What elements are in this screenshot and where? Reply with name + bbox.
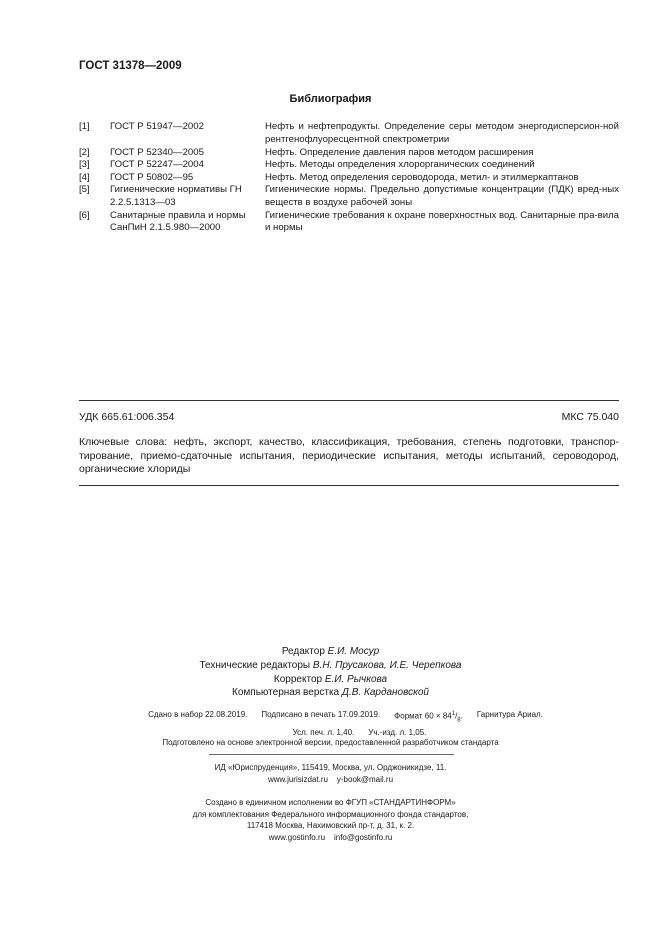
bibliography-item-description: Нефть. Методы определения хлорорганических соединений [265,159,535,171]
bibliography-item-document: ГОСТ Р 51947—2002 [110,121,204,132]
keywords: Ключевые слова: нефть, экспорт, качество, классификация, требования, степень подготовки, транспор-тирование, приемо-сдаточные испытания, периодические испытания, методы испытаний, сероводород, органические хлориды [79,436,619,475]
signed-date: Подписано в печать 17.09.2019. [261,710,381,719]
font-info: Гарнитура Ариал. [476,710,543,719]
editor-name: Е.И. Мосур [327,646,380,657]
bibliography-item-number: [5] [79,184,90,196]
bibliography-item [79,121,619,146]
bibliography-item-number: [1] [79,121,90,132]
layout-line [0,686,661,700]
print-sheets: Усл. печ. л. 1,40. [292,727,355,737]
editor-label: Редактор [281,646,325,657]
printer-block [0,797,661,843]
bibliography-item-document: Санитарные правила и нормы СанПиН 2.1.5.980—2000 [110,209,246,234]
corrector-line [0,673,661,687]
bibliography-item-number: [2] [79,146,90,158]
printer-address: 117418 Москва, Нахимовский пр-т, д. 31, к. 2. [246,821,415,831]
bottom-divider [79,485,619,486]
publisher-website[interactable]: www.jurisizdat.ru [267,774,328,784]
bibliography-list [79,121,619,235]
set-date: Сдано в набор 22.08.2019. [148,710,248,719]
bibliography-item-document: ГОСТ Р 52340—2005 [110,146,204,158]
document-code: ГОСТ 31378—2009 [79,60,182,72]
format-prefix: Формат 60 × 84 [394,711,452,721]
corrector-label: Корректор [273,673,323,685]
prepared-note: Подготовлено на основе электронной версии, предоставленной разработчиком стандарта [162,738,499,747]
bibliography-item-description: Гигиенические требования к охране поверхностных вод. Санитарные пра-вила и нормы [265,209,619,234]
bibliography-item-document: ГОСТ Р 52247—2004 [110,159,204,171]
printer-line-1: Создано в единичном исполнении во ФГУП «СТАНДАРТИНФОРМ» [205,798,456,807]
printer-contacts [0,832,661,844]
tech-editors-label: Технические редакторы [199,659,311,671]
tech-editors-names: В.Н. Прусакова, И.Е. Черепкова [312,659,462,671]
bibliography-item [79,210,619,235]
paper-format: Формат $60 \times 84^1/_8$. [394,711,463,724]
credits-block [0,645,661,700]
editor-line [0,645,661,659]
printer-email[interactable]: info@gostinfo.ru [333,832,393,842]
publication-details [0,709,661,738]
udk-code: УДК 665.61:006.354 [79,411,175,423]
bibliography-item-number: [6] [79,209,90,221]
bibliography-item-document: Гигиенические нормативы ГН 2.2.5.1313—03 [110,184,242,209]
bibliography-item-number: [3] [79,159,90,171]
printer-line-2: для комплектования Федерального информационного фонда стандартов, [192,809,469,819]
bibliography-title: Библиография [289,93,372,105]
top-divider [79,400,619,401]
bibliography-item-document: ГОСТ Р 50802—95 [110,171,194,183]
publisher-contacts [0,774,661,786]
corrector-name: Е.И. Рычкова [324,673,388,685]
publisher-block [0,762,661,785]
bibliography-item-description: Нефть. Метод определения сероводорода, метил- и этилмеркаптанов [265,171,579,183]
publisher-divider [209,754,454,755]
tech-editors-line [0,659,661,673]
bibliography-item [79,147,619,160]
bibliography-item [79,184,619,209]
classification-row [79,411,619,423]
bibliography-item-number: [4] [79,171,90,183]
bibliography-item-description: Гигиенические нормы. Предельно допустимые концентрации (ПДК) вред-ных веществ в воздухе рабочей зоны [265,184,619,209]
layout-label: Компьютерная верстка [232,687,340,699]
format-denominator: 8 [457,717,461,724]
mks-code: МКС 75.040 [561,411,619,423]
publisher-email[interactable]: y-book@mail.ru [336,774,394,784]
layout-name: Д.В. Кардановской [341,687,429,699]
bibliography-item-description: Нефть и нефтепродукты. Определение серы методом энергодисперсион-ной рентгенофлуоресцентной спектрометрии [265,121,619,145]
printer-website[interactable]: www.gostinfo.ru [268,832,326,842]
bibliography-item-description: Нефть. Определение давления паров методом расширения [265,146,534,158]
bibliography-item [79,159,619,172]
publisher-address: ИД «Юриспруденция», 115419, Москва, ул. Орджоникидзе, 11. [214,763,447,772]
publisher-sheets: Уч.-изд. л. 1,05. [368,727,427,737]
bibliography-item [79,172,619,185]
format-numerator: 1 [451,711,456,717]
